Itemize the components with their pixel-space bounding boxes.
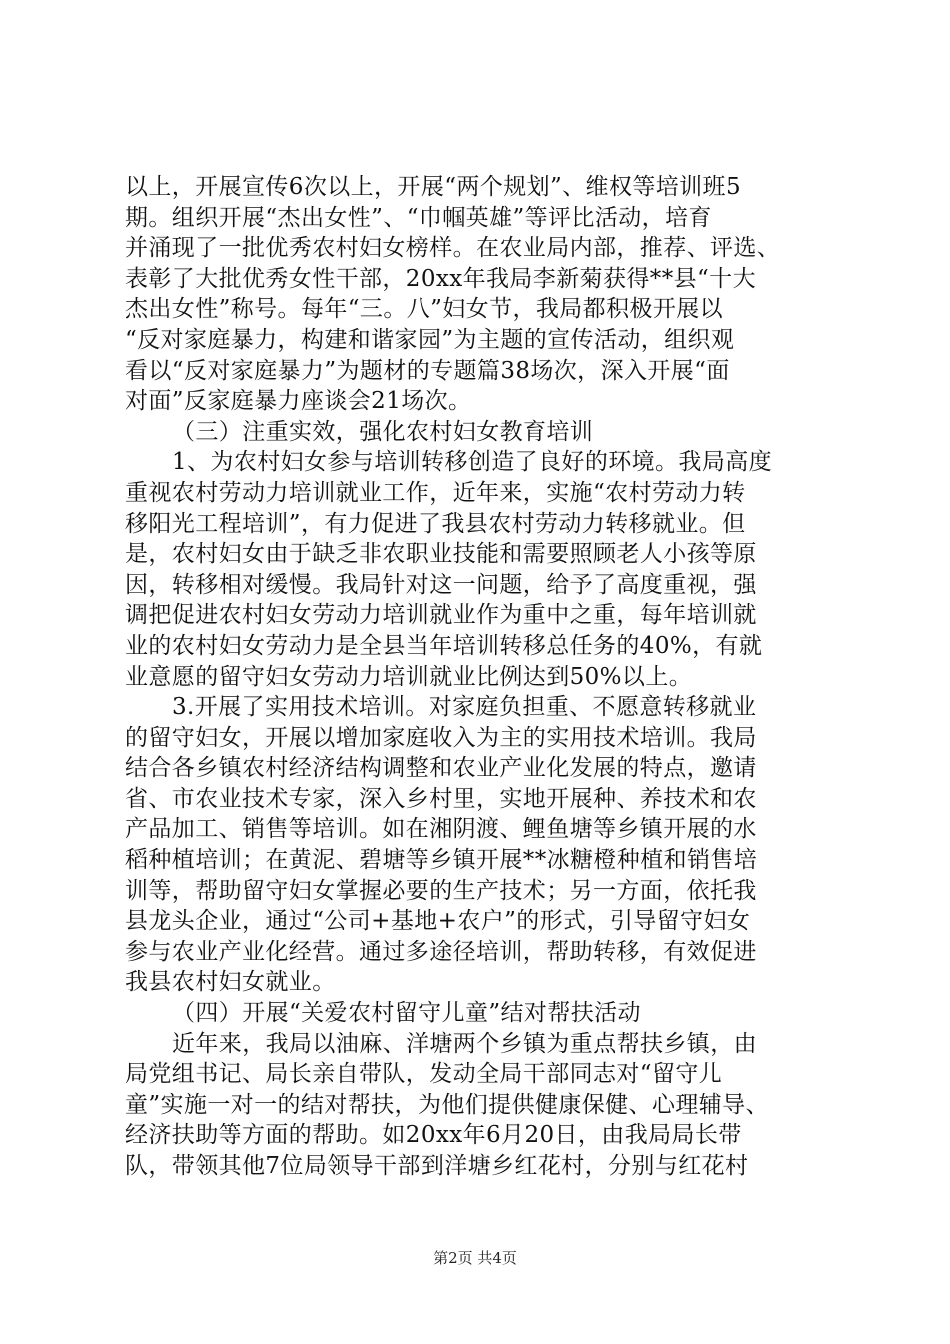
text-line: 杰出女性”称号。每年“三。八”妇女节，我局都积极开展以 [125,296,724,323]
text-line: 移阳光工程培训”，有力促进了我县农村劳动力转移就业。但 [125,510,746,537]
text-line: 重视农村劳动力培训就业工作，近年来，实施“农村劳动力转 [125,479,746,506]
text-line: 并涌现了一批优秀农村妇女榜样。在农业局内部，推荐、评选、 [125,235,781,262]
text-line: 因，转移相对缓慢。我局针对这一问题，给予了高度重视，强 [125,571,757,598]
page-footer [0,1249,950,1267]
text-line: 我县农村妇女就业。 [125,969,336,996]
text-line: 是，农村妇女由于缺乏非农职业技能和需要照顾老人小孩等原 [125,541,757,568]
text-line: 以上，开展宣传6次以上，开展“两个规划”、维权等培训班5 [125,174,741,200]
text-line: 近年来，我局以油麻、洋塘两个乡镇为重点帮扶乡镇，由 [172,1030,757,1057]
text-line: 童”实施一对一的结对帮扶，为他们提供健康保健、心理辅导、 [125,1091,769,1118]
text-line: 看以“反对家庭暴力”为题材的专题篇38场次，深入开展“面 [125,357,730,384]
text-line: 业意愿的留守妇女劳动力培训就业比例达到50%以上。 [125,663,693,690]
text-line: （三）注重实效，强化农村妇女教育培训 [172,418,594,445]
text-line: 3.开展了实用技术培训。对家庭负担重、不愿意转移就业 [172,694,757,721]
text-line: “反对家庭暴力，构建和谐家园”为主题的宣传活动，组织观 [125,326,735,353]
text-line: 表彰了大批优秀女性干部，20xx年我局李新菊获得**县“十大 [125,265,756,292]
text-line: 期。组织开展“杰出女性”、“巾帼英雄”等评比活动，培育 [125,204,712,231]
text-line: 产品加工、销售等培训。如在湘阴渡、鲤鱼塘等乡镇开展的水 [125,816,757,843]
document-body [125,172,837,1182]
text-line: 调把促进农村妇女劳动力培训就业作为重中之重，每年培训就 [125,602,757,629]
text-line: 训等，帮助留守妇女掌握必要的生产技术；另一方面，依托我 [125,877,757,904]
text-line: 稻种植培训；在黄泥、碧塘等乡镇开展**冰糖橙种植和销售培 [125,847,758,874]
text-line: （四）开展“关爱农村留守儿童”结对帮扶活动 [172,1000,641,1027]
text-line: 对面”反家庭暴力座谈会21场次。 [125,388,472,415]
page-number-label: 第2页 共4页 [433,1249,517,1267]
text-line: 结合各乡镇农村经济结构调整和农业产业化发展的特点，邀请 [125,755,757,782]
text-line: 局党组书记、局长亲自带队，发动全局干部同志对“留守儿 [125,1061,723,1088]
text-line: 省、市农业技术专家，深入乡村里，实地开展种、养技术和农 [125,785,757,812]
text-line: 业的农村妇女劳动力是全县当年培训转移总任务的40%，有就 [125,632,763,659]
text-line: 的留守妇女，开展以增加家庭收入为主的实用技术培训。我局 [125,724,757,751]
text-line: 队，带领其他7位局领导干部到洋塘乡红花村，分别与红花村 [125,1153,749,1179]
text-line: 1、为农村妇女参与培训转移创造了良好的环境。我局高度 [172,449,773,476]
text-line: 参与农业产业化经营。通过多途径培训，帮助转移，有效促进 [125,938,757,965]
text-line: 县龙头企业，通过“公司+基地+农户”的形式，引导留守妇女 [125,908,751,935]
text-line: 经济扶助等方面的帮助。如20xx年6月20日，由我局局长带 [125,1122,742,1149]
